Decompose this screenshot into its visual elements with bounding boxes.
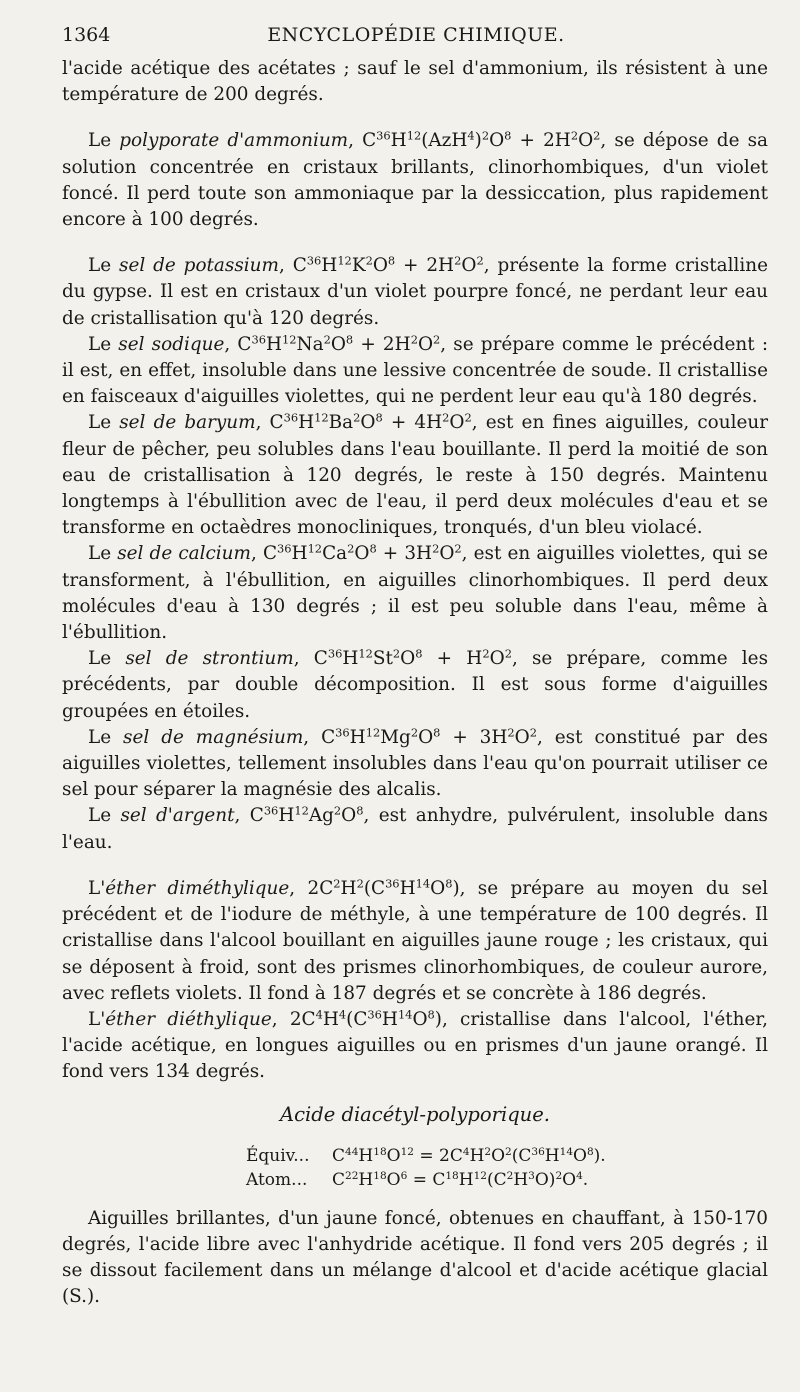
paragraph: L'éther diméthylique, $2C^2H^2(C^{36}H^{14}O^8)$, se prépare au moyen du sel précédent et de l'iodure de méthyle, à une température de 100 degrés. Il cristallise dans l'alcool bouillant en aiguilles jaune rouge ; les cristaux, qui se déposent à froid, sont des prismes clinorhombiques, de couleur aurore, avec reflets violets. Il fond à 187 degrés et se concrète à 186 degrés. [62,876,768,1004]
closing-paragraph: Aiguilles brillantes, d'un jaune foncé, obtenues en chauffant, à 150-170 degrés, l'acide libre avec l'anhydride acétique. Il fond vers 205 degrés ; il se dissout facilement dans un mélange d'alcool et d'acide acétique glacial (S.). [62,1207,768,1308]
formula-label: Atom... [246,1169,308,1190]
paragraph: L'éther diéthylique, $2C^4H^4(C^{36}H^{14}O^8)$, cristallise dans l'alcool, l'éther, l'acide acétique, en longues aiguilles ou en prismes d'un jaune orangé. Il fond vers 134 degrés. [62,1007,768,1083]
formula-block [62,1144,768,1192]
paragraph: Le sel de calcium, $C^{36}H^{12}Ca^2O^8 + 3H^2O^2$, est en aiguilles violettes, qui se transforment, à l'ébullition, en aiguilles clinorhombiques. Il perd deux molécules d'eau à 130 degrés ; il est peu soluble dans l'eau, même à l'ébullition. [62,542,769,644]
paragraph: Le sel de strontium, $C^{36}H^{12}St^2O^8 + H^2O^2$, se prépare, comme les précédents, par double décomposition. Il est sous forme d'aiguilles groupées en étoiles. [62,647,769,722]
formula-line [246,1168,768,1192]
paragraph: Le polyporate d'ammonium, $C^{36}H^{12}(AzH^4)^2O^8 + 2H^2O^2$, se dépose de sa solution concentrée en cristaux brillants, clinorhombiques, d'un violet foncé. Il perd toute son ammoniaque par la dessiccation, plus rapidement encore à 100 degrés. [62,129,768,231]
page-header [62,24,770,52]
formula-line [246,1144,768,1168]
paragraph: Le sel de baryum, $C^{36}H^{12}Ba^2O^8 + 4H^2O^2$, est en fines aiguilles, couleur fleur de pêcher, peu solubles dans l'eau bouillante. Il perd la moitié de son eau de cristallisation à 120 degrés, le reste à 150 degrés. Maintenu longtemps à l'ébullition avec de l'eau, il perd deux molécules d'eau et se transforme en octaèdres monocliniques, tronqués, d'un bleu violacé. [62,411,769,539]
paragraph: l'acide acétique des acétates ; sauf le sel d'ammonium, ils résistent à une température de 200 degrés. [62,58,768,106]
paragraph: Le sel de potassium, $C^{36}H^{12}K^2O^8 + 2H^2O^2$, présente la forme cristalline du gypse. Il est en cristaux d'un violet pourpre foncé, ne perdant leur eau de cristallisation qu'à 120 degrés. [62,253,769,329]
formula-label: Équiv... [246,1145,310,1166]
paragraph: Le sel d'argent, $C^{36}H^{12}Ag^2O^8$, est anhydre, pulvérulent, insoluble dans l'eau. [62,804,768,853]
section-title: Acide diacétyl-polyporique. [280,1102,550,1126]
body-text [62,56,768,1311]
paragraph-list [62,56,768,1086]
page-number: 1364 [62,24,111,46]
paragraph: Le sel sodique, $C^{36}H^{12}Na^2O^8 + 2H^2O^2$, se prépare comme le précédent : il est, en effet, insoluble dans une lessive concentrée de soude. Il cristallise en faisceaux d'aiguilles violettes, qui ne perdent leur eau qu'à 180 degrés. [62,332,769,408]
running-title: ENCYCLOPÉDIE CHIMIQUE. [267,24,565,46]
paragraph: Le sel de magnésium, $C^{36}H^{12}Mg^2O^8 + 3H^2O^2$, est constitué par des aiguilles violettes, tellement insolubles dans l'eau qu'on pourrait utiliser ce sel pour séparer la magnésie des alcalis. [62,725,768,801]
formula-expression: $C^{44}H^{18}O^{12} = 2C^4H^2O^2(C^{36}H^{14}O^8)$. [332,1145,606,1166]
formula-expression: $C^{22}H^{18}O^6 = C^{18}H^{12}(C^2H^3O)^2O^4$. [332,1169,589,1190]
